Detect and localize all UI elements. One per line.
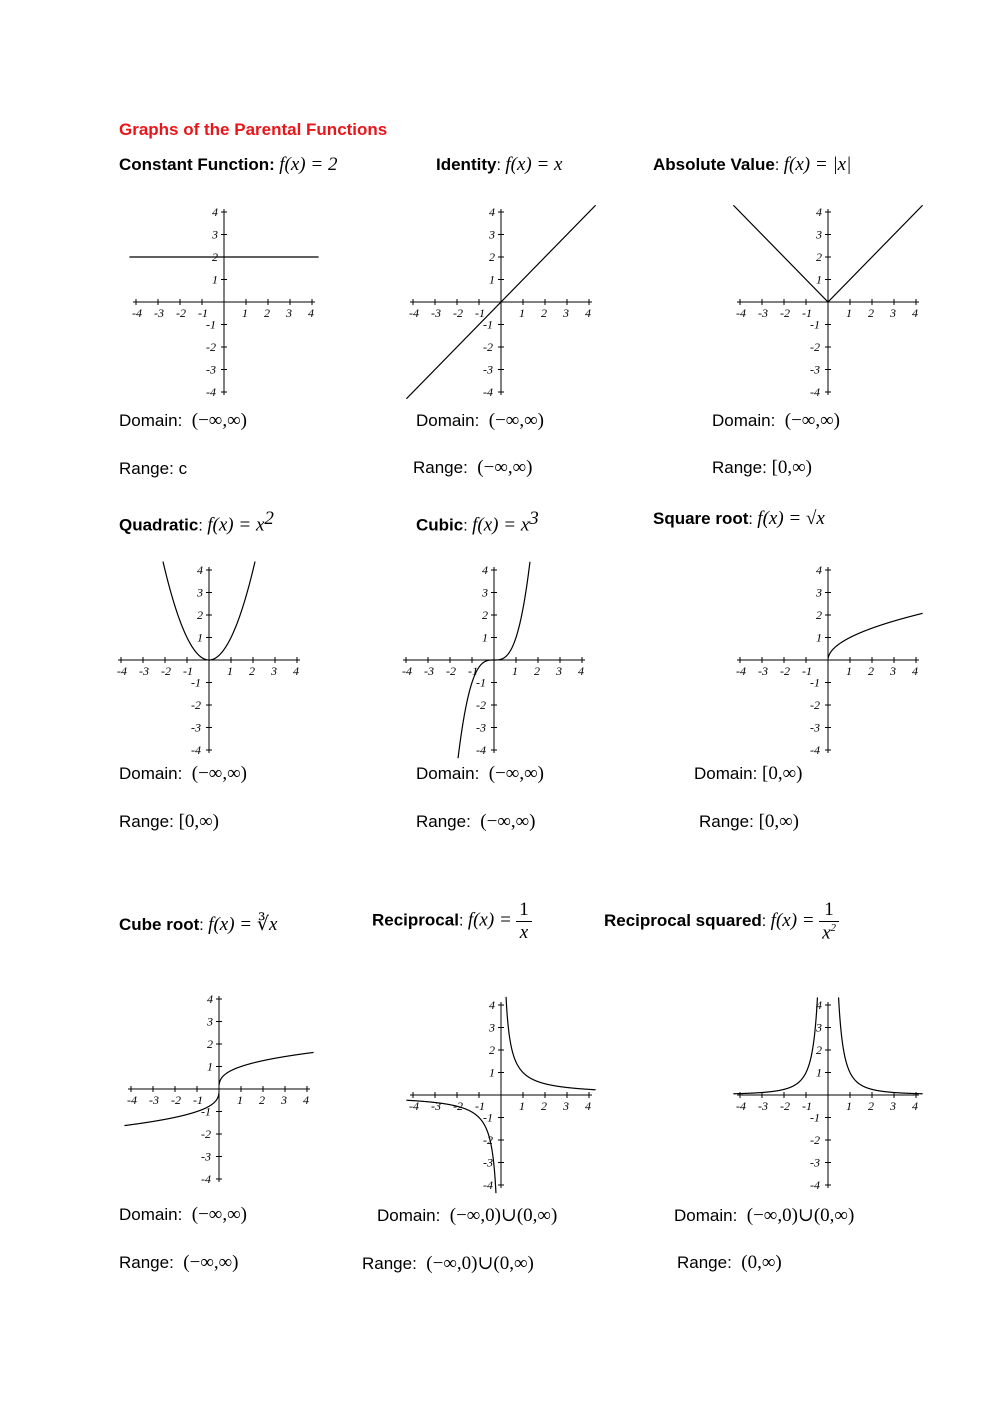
function-exponent: 3	[529, 508, 539, 529]
y-tick-label: -2	[810, 698, 820, 712]
y-tick-label: 2	[212, 250, 218, 264]
graph-sqrt	[733, 563, 933, 757]
function-name: Reciprocal squared	[604, 910, 762, 930]
y-tick-label: 2	[489, 1043, 495, 1057]
range-absolute	[712, 457, 812, 479]
graph-cbrt	[124, 992, 324, 1186]
x-tick-label: -1	[475, 1099, 485, 1113]
x-tick-label: -1	[193, 1093, 203, 1107]
y-tick-label: 1	[212, 272, 218, 287]
y-tick-label: -2	[191, 698, 201, 712]
x-tick-label: 1	[512, 664, 518, 678]
domain-constant	[119, 410, 247, 432]
y-tick-label: -3	[206, 362, 216, 377]
y-tick-label: 4	[489, 205, 495, 219]
x-tick-label: 3	[271, 664, 277, 678]
y-tick-label: 3	[482, 585, 488, 600]
x-tick-label: -3	[424, 664, 434, 678]
x-tick-label: 2	[868, 664, 874, 678]
x-tick-label: -2	[780, 1099, 790, 1113]
domain-label: Domain:	[712, 411, 776, 430]
range-value: (−∞,∞)	[477, 457, 533, 478]
function-formula: f(x) = √x	[757, 508, 825, 529]
fraction-denominator	[819, 922, 839, 944]
graph-absolute	[733, 205, 933, 399]
y-tick-label: -4	[810, 743, 820, 757]
x-tick-label: 2	[541, 306, 547, 320]
domain-label: Domain:	[119, 411, 183, 430]
y-tick-label: 1	[482, 630, 488, 645]
function-formula: f(x) = x	[505, 154, 563, 175]
graph-cubic	[399, 563, 599, 757]
y-tick-label: -3	[810, 1155, 820, 1170]
x-tick-label: 2	[259, 1093, 265, 1107]
range-value: [0,∞)	[771, 457, 813, 478]
function-name: Quadratic	[119, 515, 199, 535]
function-exponent: 2	[264, 508, 274, 529]
domain-value: (−∞,∞)	[784, 410, 840, 431]
y-tick-label: 1	[489, 272, 495, 287]
x-tick-label: 3	[563, 1099, 569, 1113]
range-reciprocal	[362, 1252, 534, 1275]
y-tick-label: -4	[810, 1178, 820, 1192]
x-tick-label: -4	[736, 1099, 746, 1113]
function-name: Constant Function:	[119, 155, 275, 174]
y-tick-label: 4	[489, 998, 495, 1012]
y-tick-label: -1	[191, 675, 201, 690]
x-tick-label: -1	[802, 1099, 812, 1113]
x-tick-label: 1	[227, 664, 233, 678]
x-tick-label: 1	[519, 306, 525, 320]
range-cbrt	[119, 1252, 239, 1274]
range-value: c	[178, 459, 188, 478]
function-name: Square root	[653, 509, 749, 528]
y-tick-label: -2	[483, 340, 493, 354]
y-tick-label: 4	[482, 563, 488, 577]
function-header-cbrt: Cube root: f(x) = ∛x	[119, 914, 278, 935]
range-value: [0,∞)	[178, 811, 220, 832]
domain-value: (−∞,∞)	[191, 1204, 247, 1225]
y-tick-label: -3	[483, 362, 493, 377]
x-tick-label: -4	[402, 664, 412, 678]
y-tick-label: -4	[483, 1178, 493, 1192]
range-sqrt	[699, 811, 799, 833]
graph-reciprocal	[406, 998, 606, 1192]
y-tick-label: -4	[206, 385, 216, 399]
range-label: Range:	[712, 458, 767, 477]
x-tick-label: -1	[198, 306, 208, 320]
page-title: Graphs of the Parental Functions	[119, 120, 388, 139]
function-curve	[501, 205, 595, 302]
domain-label: Domain:	[119, 1205, 183, 1224]
x-tick-label: -3	[431, 1099, 441, 1113]
x-tick-label: -3	[149, 1093, 159, 1107]
y-tick-label: 1	[207, 1059, 213, 1074]
domain-value: (−∞,∞)	[191, 763, 247, 784]
x-tick-label: 3	[890, 664, 896, 678]
domain-reciprocal	[377, 1204, 557, 1227]
x-tick-label: 3	[286, 306, 292, 320]
domain-absolute	[712, 410, 840, 432]
function-header-quadratic: Quadratic: $f(x) = x^2$	[119, 508, 274, 536]
y-tick-label: -3	[483, 1155, 493, 1170]
function-curve	[828, 613, 922, 658]
range-label: Range:	[362, 1254, 417, 1273]
domain-quadratic	[119, 763, 247, 785]
y-tick-label: -4	[201, 1172, 211, 1186]
y-tick-label: 3	[207, 1014, 213, 1029]
function-name: Absolute Value	[653, 155, 775, 174]
x-tick-label: 2	[534, 664, 540, 678]
x-tick-label: -2	[453, 306, 463, 320]
x-tick-label: -3	[431, 306, 441, 320]
x-tick-label: 2	[868, 306, 874, 320]
y-tick-label: 3	[816, 585, 822, 600]
fraction-denominator: x	[519, 921, 529, 943]
y-tick-label: -1	[810, 1110, 820, 1125]
range-value: (−∞,0)∪(0,∞)	[426, 1253, 534, 1274]
graph-constant	[129, 205, 329, 399]
y-tick-label: -3	[191, 720, 201, 735]
x-tick-label: -2	[453, 1099, 463, 1113]
graph-identity	[406, 205, 606, 399]
function-header-sqrt: Square root: f(x) = √x	[653, 508, 825, 529]
x-tick-label: 3	[890, 306, 896, 320]
y-tick-label: -1	[810, 317, 820, 332]
range-label: Range:	[119, 459, 174, 478]
y-tick-label: -2	[810, 340, 820, 354]
y-tick-label: 1	[816, 1065, 822, 1080]
domain-label: Domain:	[119, 764, 183, 783]
x-tick-label: 3	[281, 1093, 287, 1107]
x-tick-label: -4	[132, 306, 142, 320]
function-curve	[733, 205, 827, 302]
domain-label: Domain:	[377, 1206, 441, 1225]
x-tick-label: 4	[578, 664, 584, 678]
domain-cubic	[416, 763, 544, 785]
y-tick-label: -1	[201, 1104, 211, 1119]
y-tick-label: 3	[816, 227, 822, 242]
domain-value: (−∞,∞)	[488, 410, 544, 431]
range-label: Range:	[416, 812, 471, 831]
range-label: Range:	[677, 1253, 732, 1272]
y-tick-label: -4	[476, 743, 486, 757]
function-formula-lhs: f(x) =	[770, 909, 815, 931]
x-tick-label: -3	[758, 664, 768, 678]
domain-value: (−∞,∞)	[191, 410, 247, 431]
y-tick-label: -2	[483, 1133, 493, 1147]
y-tick-label: 3	[489, 227, 495, 242]
y-tick-label: 3	[816, 1020, 822, 1035]
range-label: Range:	[119, 812, 174, 831]
range-value: [0,∞)	[758, 811, 800, 832]
x-tick-label: 2	[249, 664, 255, 678]
y-tick-label: 4	[816, 205, 822, 219]
y-tick-label: -4	[191, 743, 201, 757]
range-value: (−∞,∞)	[183, 1252, 239, 1273]
function-curve	[506, 997, 596, 1090]
x-tick-label: -4	[409, 306, 419, 320]
range-label: Range:	[699, 812, 754, 831]
x-tick-label: 2	[541, 1099, 547, 1113]
y-tick-label: 2	[482, 608, 488, 622]
x-tick-label: -3	[154, 306, 164, 320]
y-tick-label: -3	[810, 362, 820, 377]
x-tick-label: 1	[519, 1099, 525, 1113]
x-tick-label: -2	[176, 306, 186, 320]
function-header-absolute: Absolute Value: f(x) = |x|	[653, 154, 852, 175]
x-tick-label: -1	[468, 664, 478, 678]
range-constant	[119, 459, 187, 479]
domain-value: (−∞,0)∪(0,∞)	[746, 1205, 855, 1226]
y-tick-label: 2	[816, 608, 822, 622]
range-label: Range:	[413, 458, 468, 477]
function-name: Cubic	[416, 515, 464, 535]
x-tick-label: -4	[736, 306, 746, 320]
function-header-reciprocal-squared: Reciprocal squared: f(x) = $\frac{1}{x^2}$	[604, 899, 839, 944]
x-tick-label: 4	[912, 664, 918, 678]
x-tick-label: -2	[446, 664, 456, 678]
x-tick-label: 2	[868, 1099, 874, 1113]
function-formula: f(x) = 2	[279, 154, 338, 175]
x-tick-label: 4	[293, 664, 299, 678]
domain-sqrt	[694, 763, 803, 785]
x-tick-label: -4	[409, 1099, 419, 1113]
range-cubic	[416, 811, 536, 833]
function-formula: f(x) = ∛x	[208, 914, 278, 935]
x-tick-label: 3	[890, 1099, 896, 1113]
y-tick-label: 3	[489, 1020, 495, 1035]
y-tick-label: 2	[207, 1037, 213, 1051]
domain-identity	[416, 410, 544, 432]
x-tick-label: 3	[563, 306, 569, 320]
y-tick-label: -4	[483, 385, 493, 399]
fraction	[819, 899, 839, 944]
domain-label: Domain:	[416, 411, 480, 430]
x-tick-label: 4	[303, 1093, 309, 1107]
x-tick-label: 1	[242, 306, 248, 320]
x-tick-label: -3	[758, 306, 768, 320]
function-formula: f(x) = |x|	[783, 154, 852, 175]
x-tick-label: 1	[237, 1093, 243, 1107]
function-curve	[733, 997, 817, 1093]
y-tick-label: 2	[197, 608, 203, 622]
function-header-reciprocal: Reciprocal: f(x) = $\frac{1}{x}$	[372, 899, 532, 944]
x-tick-label: -3	[139, 664, 149, 678]
y-tick-label: 2	[489, 250, 495, 264]
x-tick-label: 4	[585, 1099, 591, 1113]
fraction	[516, 899, 532, 944]
y-tick-label: -2	[810, 1133, 820, 1147]
x-tick-label: 3	[556, 664, 562, 678]
domain-label: Domain:	[416, 764, 480, 783]
function-curve	[494, 562, 530, 660]
y-tick-label: 2	[816, 250, 822, 264]
domain-label: Domain:	[674, 1206, 738, 1225]
y-tick-label: -1	[483, 1110, 493, 1125]
x-tick-label: -2	[171, 1093, 181, 1107]
x-tick-label: -1	[802, 664, 812, 678]
y-tick-label: -1	[206, 317, 216, 332]
fraction-denominator-base: x	[822, 922, 831, 944]
y-tick-label: 4	[816, 998, 822, 1012]
x-tick-label: -4	[736, 664, 746, 678]
domain-value: (−∞,0)∪(0,∞)	[449, 1205, 558, 1226]
function-formula-lhs: f(x) =	[467, 909, 512, 931]
y-tick-label: 1	[816, 630, 822, 645]
fraction-denominator-exponent: 2	[830, 921, 836, 934]
range-quadratic	[119, 811, 219, 833]
range-value: (−∞,∞)	[480, 811, 536, 832]
function-formula: f(x) = x	[207, 514, 265, 536]
x-tick-label: 2	[264, 306, 270, 320]
fraction-numerator: 1	[516, 899, 532, 922]
function-name: Cube root	[119, 915, 200, 934]
y-tick-label: -1	[476, 675, 486, 690]
x-tick-label: -4	[127, 1093, 137, 1107]
x-tick-label: -2	[161, 664, 171, 678]
graph-quadratic	[114, 563, 314, 757]
x-tick-label: 4	[585, 306, 591, 320]
y-tick-label: 4	[207, 992, 213, 1006]
function-name: Reciprocal	[372, 910, 459, 930]
y-tick-label: -3	[201, 1149, 211, 1164]
y-tick-label: 4	[212, 205, 218, 219]
y-tick-label: 1	[489, 1065, 495, 1080]
y-tick-label: -1	[483, 317, 493, 332]
x-tick-label: 1	[846, 664, 852, 678]
x-tick-label: 1	[846, 1099, 852, 1113]
range-identity	[413, 457, 533, 479]
range-label: Range:	[119, 1253, 174, 1272]
x-tick-label: 4	[912, 306, 918, 320]
y-tick-label: 2	[816, 1043, 822, 1057]
function-header-identity: Identity: f(x) = x	[436, 154, 563, 175]
y-tick-label: 4	[197, 563, 203, 577]
y-tick-label: -3	[810, 720, 820, 735]
y-tick-label: 3	[197, 585, 203, 600]
x-tick-label: -1	[802, 306, 812, 320]
domain-label: Domain:	[694, 764, 758, 783]
domain-value: (−∞,∞)	[488, 763, 544, 784]
function-curve	[839, 997, 923, 1093]
x-tick-label: -1	[475, 306, 485, 320]
function-curve	[209, 561, 255, 660]
x-tick-label: 4	[912, 1099, 918, 1113]
y-tick-label: 1	[197, 630, 203, 645]
x-tick-label: -3	[758, 1099, 768, 1113]
fraction-numerator: 1	[819, 899, 839, 922]
y-tick-label: 3	[212, 227, 218, 242]
x-tick-label: -4	[117, 664, 127, 678]
y-tick-label: -4	[810, 385, 820, 399]
y-tick-label: -2	[476, 698, 486, 712]
y-tick-label: -3	[476, 720, 486, 735]
y-tick-label: -2	[206, 340, 216, 354]
function-formula: f(x) = x	[472, 514, 530, 536]
range-reciprocal-squared	[677, 1252, 782, 1274]
y-tick-label: 1	[816, 272, 822, 287]
function-curve	[219, 1052, 313, 1084]
graph-reciprocal-squared	[733, 998, 933, 1192]
x-tick-label: 1	[846, 306, 852, 320]
domain-value: [0,∞)	[762, 763, 803, 784]
function-header-constant	[119, 154, 337, 176]
function-curve	[828, 205, 922, 302]
x-tick-label: -2	[780, 306, 790, 320]
domain-reciprocal-squared	[674, 1204, 854, 1227]
function-header-cubic: Cubic: $f(x) = x^3$	[416, 508, 539, 536]
x-tick-label: -2	[780, 664, 790, 678]
y-tick-label: 4	[816, 563, 822, 577]
range-value: (0,∞)	[741, 1252, 782, 1273]
domain-cbrt	[119, 1204, 247, 1226]
y-tick-label: -2	[201, 1127, 211, 1141]
x-tick-label: 4	[308, 306, 314, 320]
function-name: Identity	[436, 155, 497, 174]
y-tick-label: -1	[810, 675, 820, 690]
x-tick-label: -1	[183, 664, 193, 678]
